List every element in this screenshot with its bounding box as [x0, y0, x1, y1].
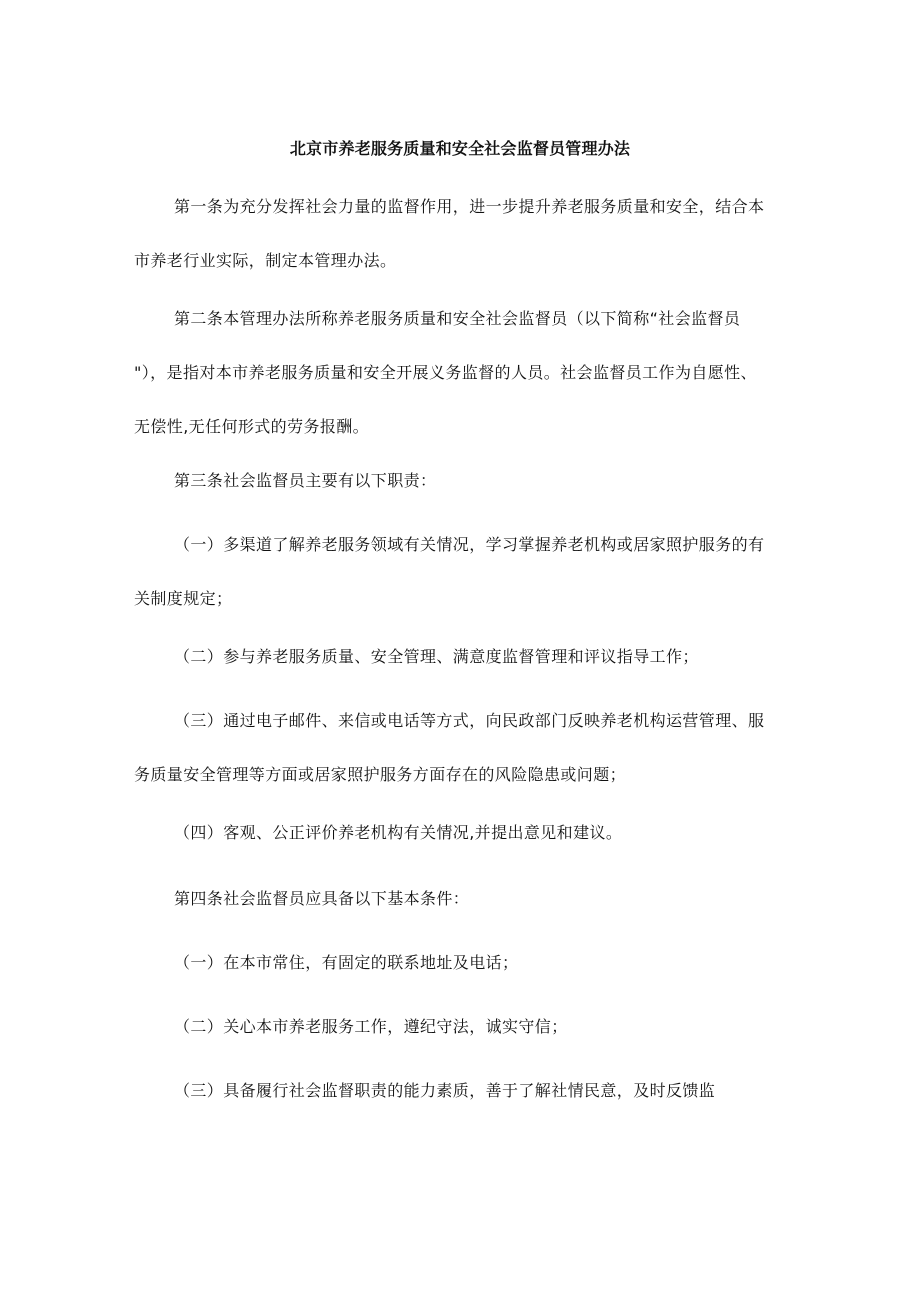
article-4-item-1 [134, 936, 794, 990]
article-3-item-1 [134, 518, 794, 626]
article-3-item-3-line-2: 务质量安全管理等方面或居家照护服务方面存在的风险隐患或问题； [134, 765, 627, 784]
article-3-heading [134, 454, 794, 508]
article-4-item-2-text: （二）关心本市养老服务工作，遵纪守法，诚实守信； [174, 1017, 568, 1036]
article-3-item-3-line-1: （三）通过电子邮件、来信或电话等方式，向民政部门反映养老机构运营管理、服 [174, 711, 765, 730]
article-1-line-2: 市养老行业实际，制定本管理办法。 [134, 251, 397, 270]
article-2 [134, 292, 794, 454]
article-3-heading-text: 第三条社会监督员主要有以下职责： [174, 471, 437, 490]
document-title: 北京市养老服务质量和安全社会监督员管理办法 [289, 139, 631, 158]
article-3-item-3 [134, 694, 794, 802]
article-4-item-1-text: （一）在本市常住，有固定的联系地址及电话； [174, 953, 519, 972]
article-2-line-1: 第二条本管理办法所称养老服务质量和安全社会监督员（以下简称“社会监督员 [174, 309, 741, 328]
article-3-item-4 [134, 806, 794, 860]
article-3-item-1-line-1: （一）多渠道了解养老服务领域有关情况，学习掌握养老机构或居家照护服务的有 [174, 535, 765, 554]
article-1 [134, 180, 794, 288]
article-4-heading-text: 第四条社会监督员应具备以下基本条件： [174, 889, 470, 908]
article-3-item-1-line-2: 关制度规定； [134, 589, 233, 608]
article-3-item-2 [134, 630, 794, 684]
article-2-line-2: "），是指对本市养老服务质量和安全开展义务监督的人员。社会监督员工作为自愿性、 [134, 363, 757, 382]
article-4-item-3-text: （三）具备履行社会监督职责的能力素质，善于了解社情民意，及时反馈监 [174, 1081, 716, 1100]
article-1-line-1: 第一条为充分发挥社会力量的监督作用，进一步提升养老服务质量和安全，结合本 [174, 197, 765, 216]
article-3-item-4-text: （四）客观、公正评价养老机构有关情况,并提出意见和建议。 [174, 823, 623, 842]
article-4-item-2 [134, 1000, 794, 1054]
article-4-heading [134, 872, 794, 926]
article-4-item-3 [134, 1064, 794, 1118]
article-2-line-3: 无偿性,无任何形式的劳务报酬。 [134, 417, 370, 436]
article-3-item-2-text: （二）参与养老服务质量、安全管理、满意度监督管理和评议指导工作； [174, 647, 699, 666]
